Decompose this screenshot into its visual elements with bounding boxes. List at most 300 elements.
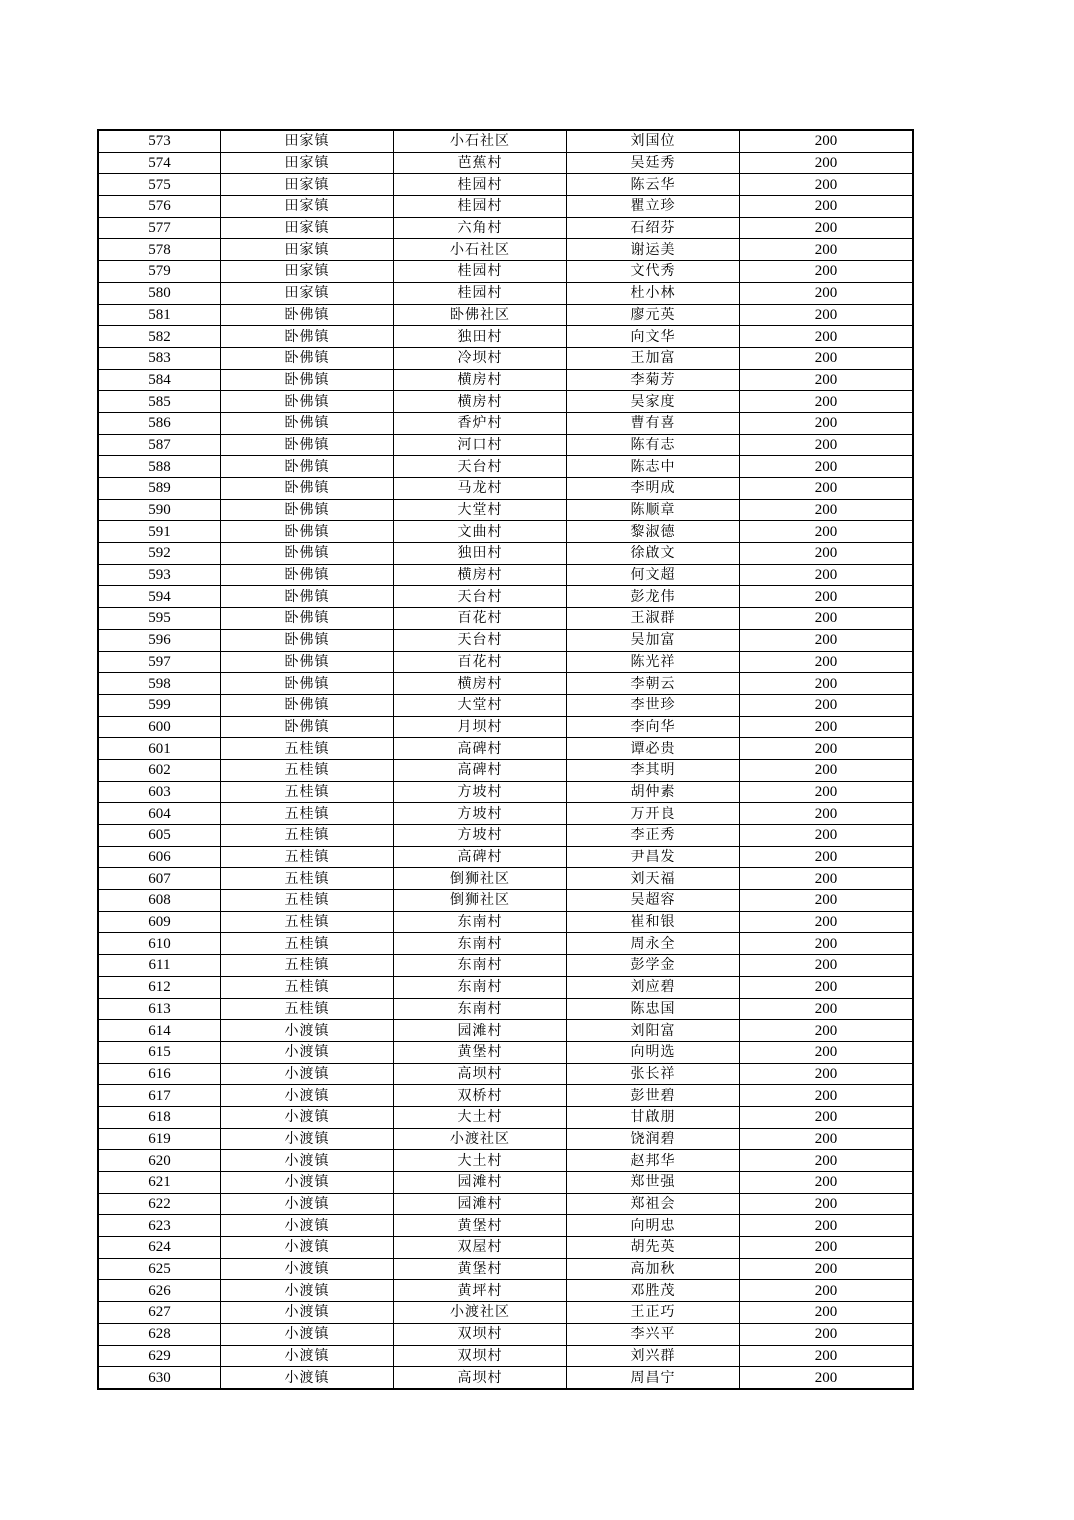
village-cell: 横房村 <box>394 369 567 391</box>
name-cell: 曹有喜 <box>567 412 740 434</box>
row-number-cell: 621 <box>98 1172 221 1194</box>
amount-cell: 200 <box>740 1172 914 1194</box>
town-cell: 卧佛镇 <box>221 347 394 369</box>
village-cell: 独田村 <box>394 543 567 565</box>
row-number-cell: 626 <box>98 1280 221 1302</box>
amount-cell: 200 <box>740 412 914 434</box>
amount-cell: 200 <box>740 543 914 565</box>
table-row <box>98 564 913 586</box>
village-cell: 大土村 <box>394 1150 567 1172</box>
town-cell: 卧佛镇 <box>221 326 394 348</box>
town-cell: 小渡镇 <box>221 1280 394 1302</box>
amount-cell: 200 <box>740 478 914 500</box>
village-cell: 桂园村 <box>394 261 567 283</box>
village-cell: 文曲村 <box>394 521 567 543</box>
village-cell: 东南村 <box>394 933 567 955</box>
name-cell: 邓胜茂 <box>567 1280 740 1302</box>
table-row <box>98 629 913 651</box>
row-number-cell: 619 <box>98 1128 221 1150</box>
town-cell: 田家镇 <box>221 261 394 283</box>
village-cell: 方坡村 <box>394 803 567 825</box>
name-cell: 郑祖会 <box>567 1193 740 1215</box>
village-cell: 香炉村 <box>394 412 567 434</box>
village-cell: 方坡村 <box>394 825 567 847</box>
table-row <box>98 369 913 391</box>
amount-cell: 200 <box>740 825 914 847</box>
name-cell: 向明忠 <box>567 1215 740 1237</box>
name-cell: 尹昌发 <box>567 846 740 868</box>
village-cell: 园滩村 <box>394 1193 567 1215</box>
amount-cell: 200 <box>740 1193 914 1215</box>
table-row <box>98 911 913 933</box>
table-row <box>98 196 913 218</box>
name-cell: 李其明 <box>567 759 740 781</box>
town-cell: 五桂镇 <box>221 803 394 825</box>
village-cell: 东南村 <box>394 976 567 998</box>
village-cell: 小石社区 <box>394 130 567 152</box>
amount-cell: 200 <box>740 933 914 955</box>
table-row <box>98 304 913 326</box>
name-cell: 刘兴群 <box>567 1345 740 1367</box>
table-row <box>98 1215 913 1237</box>
amount-cell: 200 <box>740 130 914 152</box>
row-number-cell: 604 <box>98 803 221 825</box>
amount-cell: 200 <box>740 1280 914 1302</box>
name-cell: 赵邦华 <box>567 1150 740 1172</box>
amount-cell: 200 <box>740 1020 914 1042</box>
row-number-cell: 592 <box>98 543 221 565</box>
name-cell: 谢运美 <box>567 239 740 261</box>
name-cell: 李世珍 <box>567 694 740 716</box>
amount-cell: 200 <box>740 564 914 586</box>
name-cell: 杜小林 <box>567 282 740 304</box>
name-cell: 陈云华 <box>567 174 740 196</box>
town-cell: 五桂镇 <box>221 998 394 1020</box>
town-cell: 田家镇 <box>221 196 394 218</box>
town-cell: 小渡镇 <box>221 1150 394 1172</box>
table-row <box>98 1345 913 1367</box>
table-row <box>98 434 913 456</box>
table-row <box>98 1367 913 1389</box>
name-cell: 李菊芳 <box>567 369 740 391</box>
town-cell: 小渡镇 <box>221 1345 394 1367</box>
table-row <box>98 391 913 413</box>
village-cell: 横房村 <box>394 391 567 413</box>
name-cell: 彭龙伟 <box>567 586 740 608</box>
village-cell: 东南村 <box>394 911 567 933</box>
town-cell: 卧佛镇 <box>221 629 394 651</box>
row-number-cell: 603 <box>98 781 221 803</box>
row-number-cell: 615 <box>98 1041 221 1063</box>
name-cell: 文代秀 <box>567 261 740 283</box>
village-cell: 大土村 <box>394 1106 567 1128</box>
row-number-cell: 607 <box>98 868 221 890</box>
row-number-cell: 622 <box>98 1193 221 1215</box>
row-number-cell: 583 <box>98 347 221 369</box>
table-row <box>98 1085 913 1107</box>
village-cell: 高坝村 <box>394 1367 567 1389</box>
village-cell: 高碑村 <box>394 759 567 781</box>
town-cell: 卧佛镇 <box>221 456 394 478</box>
town-cell: 五桂镇 <box>221 846 394 868</box>
amount-cell: 200 <box>740 673 914 695</box>
table-row <box>98 803 913 825</box>
table-row <box>98 716 913 738</box>
table-row <box>98 326 913 348</box>
amount-cell: 200 <box>740 282 914 304</box>
village-cell: 百花村 <box>394 651 567 673</box>
amount-cell: 200 <box>740 499 914 521</box>
town-cell: 小渡镇 <box>221 1041 394 1063</box>
row-number-cell: 620 <box>98 1150 221 1172</box>
table-row <box>98 998 913 1020</box>
row-number-cell: 628 <box>98 1323 221 1345</box>
village-cell: 园滩村 <box>394 1020 567 1042</box>
table-row <box>98 239 913 261</box>
village-cell: 高碑村 <box>394 846 567 868</box>
name-cell: 李正秀 <box>567 825 740 847</box>
name-cell: 徐啟文 <box>567 543 740 565</box>
amount-cell: 200 <box>740 1085 914 1107</box>
village-cell: 横房村 <box>394 673 567 695</box>
amount-cell: 200 <box>740 1041 914 1063</box>
table-row <box>98 781 913 803</box>
table-row <box>98 1063 913 1085</box>
amount-cell: 200 <box>740 217 914 239</box>
row-number-cell: 580 <box>98 282 221 304</box>
table-row <box>98 825 913 847</box>
table-row <box>98 499 913 521</box>
table-row <box>98 1020 913 1042</box>
village-cell: 桂园村 <box>394 174 567 196</box>
name-cell: 瞿立珍 <box>567 196 740 218</box>
town-cell: 小渡镇 <box>221 1258 394 1280</box>
row-number-cell: 605 <box>98 825 221 847</box>
town-cell: 卧佛镇 <box>221 586 394 608</box>
village-cell: 卧佛社区 <box>394 304 567 326</box>
town-cell: 田家镇 <box>221 217 394 239</box>
row-number-cell: 593 <box>98 564 221 586</box>
row-number-cell: 618 <box>98 1106 221 1128</box>
table-row <box>98 738 913 760</box>
row-number-cell: 576 <box>98 196 221 218</box>
amount-cell: 200 <box>740 1150 914 1172</box>
name-cell: 彭世碧 <box>567 1085 740 1107</box>
table-row <box>98 347 913 369</box>
row-number-cell: 614 <box>98 1020 221 1042</box>
row-number-cell: 585 <box>98 391 221 413</box>
table-row <box>98 521 913 543</box>
table-row <box>98 1193 913 1215</box>
row-number-cell: 588 <box>98 456 221 478</box>
row-number-cell: 577 <box>98 217 221 239</box>
amount-cell: 200 <box>740 998 914 1020</box>
amount-cell: 200 <box>740 347 914 369</box>
village-cell: 方坡村 <box>394 781 567 803</box>
table-row <box>98 673 913 695</box>
village-cell: 桂园村 <box>394 282 567 304</box>
row-number-cell: 612 <box>98 976 221 998</box>
amount-cell: 200 <box>740 846 914 868</box>
village-cell: 小渡社区 <box>394 1128 567 1150</box>
name-cell: 张长祥 <box>567 1063 740 1085</box>
amount-cell: 200 <box>740 1302 914 1324</box>
name-cell: 石绍芬 <box>567 217 740 239</box>
village-cell: 天台村 <box>394 586 567 608</box>
amount-cell: 200 <box>740 391 914 413</box>
row-number-cell: 581 <box>98 304 221 326</box>
name-cell: 刘阳富 <box>567 1020 740 1042</box>
village-cell: 大堂村 <box>394 694 567 716</box>
village-cell: 黄堡村 <box>394 1258 567 1280</box>
town-cell: 卧佛镇 <box>221 412 394 434</box>
amount-cell: 200 <box>740 868 914 890</box>
town-cell: 卧佛镇 <box>221 564 394 586</box>
row-number-cell: 594 <box>98 586 221 608</box>
name-cell: 饶润碧 <box>567 1128 740 1150</box>
village-cell: 桂园村 <box>394 196 567 218</box>
table-row <box>98 868 913 890</box>
town-cell: 小渡镇 <box>221 1215 394 1237</box>
town-cell: 卧佛镇 <box>221 716 394 738</box>
amount-cell: 200 <box>740 304 914 326</box>
row-number-cell: 579 <box>98 261 221 283</box>
table-row <box>98 608 913 630</box>
table-row <box>98 1172 913 1194</box>
town-cell: 卧佛镇 <box>221 694 394 716</box>
row-number-cell: 596 <box>98 629 221 651</box>
village-cell: 天台村 <box>394 456 567 478</box>
row-number-cell: 617 <box>98 1085 221 1107</box>
town-cell: 卧佛镇 <box>221 391 394 413</box>
town-cell: 田家镇 <box>221 282 394 304</box>
village-cell: 冷坝村 <box>394 347 567 369</box>
name-cell: 彭学金 <box>567 955 740 977</box>
name-cell: 李明成 <box>567 478 740 500</box>
town-cell: 田家镇 <box>221 239 394 261</box>
amount-cell: 200 <box>740 651 914 673</box>
table-row <box>98 586 913 608</box>
town-cell: 小渡镇 <box>221 1302 394 1324</box>
row-number-cell: 584 <box>98 369 221 391</box>
table-row <box>98 651 913 673</box>
amount-cell: 200 <box>740 803 914 825</box>
village-cell: 倒狮社区 <box>394 890 567 912</box>
name-cell: 吴廷秀 <box>567 152 740 174</box>
name-cell: 甘啟朋 <box>567 1106 740 1128</box>
row-number-cell: 582 <box>98 326 221 348</box>
amount-cell: 200 <box>740 629 914 651</box>
table-row <box>98 412 913 434</box>
name-cell: 王淑群 <box>567 608 740 630</box>
village-cell: 黄堡村 <box>394 1041 567 1063</box>
name-cell: 吴超容 <box>567 890 740 912</box>
name-cell: 刘应碧 <box>567 976 740 998</box>
row-number-cell: 613 <box>98 998 221 1020</box>
town-cell: 田家镇 <box>221 174 394 196</box>
name-cell: 谭必贵 <box>567 738 740 760</box>
row-number-cell: 575 <box>98 174 221 196</box>
name-cell: 李兴平 <box>567 1323 740 1345</box>
village-cell: 百花村 <box>394 608 567 630</box>
village-cell: 独田村 <box>394 326 567 348</box>
village-cell: 马龙村 <box>394 478 567 500</box>
table-row <box>98 1106 913 1128</box>
name-cell: 陈顺章 <box>567 499 740 521</box>
roster-table-body <box>98 130 913 1389</box>
town-cell: 卧佛镇 <box>221 304 394 326</box>
village-cell: 高碑村 <box>394 738 567 760</box>
table-row <box>98 846 913 868</box>
row-number-cell: 609 <box>98 911 221 933</box>
name-cell: 黎淑德 <box>567 521 740 543</box>
town-cell: 小渡镇 <box>221 1085 394 1107</box>
row-number-cell: 573 <box>98 130 221 152</box>
amount-cell: 200 <box>740 1215 914 1237</box>
roster-table <box>97 129 914 1390</box>
amount-cell: 200 <box>740 1106 914 1128</box>
name-cell: 郑世强 <box>567 1172 740 1194</box>
village-cell: 天台村 <box>394 629 567 651</box>
row-number-cell: 623 <box>98 1215 221 1237</box>
village-cell: 双屋村 <box>394 1237 567 1259</box>
amount-cell: 200 <box>740 890 914 912</box>
town-cell: 五桂镇 <box>221 868 394 890</box>
town-cell: 五桂镇 <box>221 825 394 847</box>
amount-cell: 200 <box>740 586 914 608</box>
amount-cell: 200 <box>740 1128 914 1150</box>
village-cell: 园滩村 <box>394 1172 567 1194</box>
name-cell: 王正巧 <box>567 1302 740 1324</box>
town-cell: 卧佛镇 <box>221 521 394 543</box>
name-cell: 廖元英 <box>567 304 740 326</box>
amount-cell: 200 <box>740 152 914 174</box>
town-cell: 卧佛镇 <box>221 369 394 391</box>
name-cell: 刘国位 <box>567 130 740 152</box>
village-cell: 河口村 <box>394 434 567 456</box>
town-cell: 卧佛镇 <box>221 543 394 565</box>
amount-cell: 200 <box>740 1367 914 1389</box>
village-cell: 东南村 <box>394 955 567 977</box>
row-number-cell: 624 <box>98 1237 221 1259</box>
village-cell: 双坝村 <box>394 1323 567 1345</box>
amount-cell: 200 <box>740 1323 914 1345</box>
row-number-cell: 630 <box>98 1367 221 1389</box>
row-number-cell: 595 <box>98 608 221 630</box>
village-cell: 黄坪村 <box>394 1280 567 1302</box>
row-number-cell: 610 <box>98 933 221 955</box>
row-number-cell: 616 <box>98 1063 221 1085</box>
village-cell: 月坝村 <box>394 716 567 738</box>
amount-cell: 200 <box>740 608 914 630</box>
name-cell: 胡仲素 <box>567 781 740 803</box>
town-cell: 小渡镇 <box>221 1237 394 1259</box>
table-row <box>98 890 913 912</box>
table-row <box>98 694 913 716</box>
table-row <box>98 152 913 174</box>
amount-cell: 200 <box>740 326 914 348</box>
amount-cell: 200 <box>740 521 914 543</box>
name-cell: 向文华 <box>567 326 740 348</box>
town-cell: 卧佛镇 <box>221 651 394 673</box>
table-row <box>98 261 913 283</box>
amount-cell: 200 <box>740 716 914 738</box>
table-row <box>98 1258 913 1280</box>
amount-cell: 200 <box>740 456 914 478</box>
table-row <box>98 282 913 304</box>
row-number-cell: 589 <box>98 478 221 500</box>
amount-cell: 200 <box>740 1063 914 1085</box>
town-cell: 小渡镇 <box>221 1063 394 1085</box>
town-cell: 小渡镇 <box>221 1323 394 1345</box>
village-cell: 芭蕉村 <box>394 152 567 174</box>
village-cell: 双桥村 <box>394 1085 567 1107</box>
town-cell: 五桂镇 <box>221 933 394 955</box>
name-cell: 崔和银 <box>567 911 740 933</box>
town-cell: 小渡镇 <box>221 1106 394 1128</box>
name-cell: 何文超 <box>567 564 740 586</box>
name-cell: 吴加富 <box>567 629 740 651</box>
table-row <box>98 1150 913 1172</box>
table-row <box>98 174 913 196</box>
table-row <box>98 543 913 565</box>
name-cell: 周昌宁 <box>567 1367 740 1389</box>
town-cell: 五桂镇 <box>221 911 394 933</box>
table-row <box>98 217 913 239</box>
table-row <box>98 478 913 500</box>
town-cell: 小渡镇 <box>221 1128 394 1150</box>
amount-cell: 200 <box>740 694 914 716</box>
town-cell: 卧佛镇 <box>221 434 394 456</box>
town-cell: 五桂镇 <box>221 890 394 912</box>
town-cell: 卧佛镇 <box>221 608 394 630</box>
town-cell: 田家镇 <box>221 130 394 152</box>
row-number-cell: 606 <box>98 846 221 868</box>
town-cell: 田家镇 <box>221 152 394 174</box>
name-cell: 陈志中 <box>567 456 740 478</box>
town-cell: 小渡镇 <box>221 1172 394 1194</box>
name-cell: 李朝云 <box>567 673 740 695</box>
table-row <box>98 1323 913 1345</box>
row-number-cell: 625 <box>98 1258 221 1280</box>
amount-cell: 200 <box>740 369 914 391</box>
table-row <box>98 759 913 781</box>
amount-cell: 200 <box>740 174 914 196</box>
amount-cell: 200 <box>740 759 914 781</box>
name-cell: 陈有志 <box>567 434 740 456</box>
village-cell: 大堂村 <box>394 499 567 521</box>
village-cell: 高坝村 <box>394 1063 567 1085</box>
amount-cell: 200 <box>740 1258 914 1280</box>
town-cell: 卧佛镇 <box>221 478 394 500</box>
table-row <box>98 955 913 977</box>
row-number-cell: 629 <box>98 1345 221 1367</box>
table-row <box>98 933 913 955</box>
name-cell: 陈光祥 <box>567 651 740 673</box>
name-cell: 高加秋 <box>567 1258 740 1280</box>
name-cell: 万开良 <box>567 803 740 825</box>
row-number-cell: 598 <box>98 673 221 695</box>
row-number-cell: 600 <box>98 716 221 738</box>
row-number-cell: 591 <box>98 521 221 543</box>
row-number-cell: 608 <box>98 890 221 912</box>
town-cell: 五桂镇 <box>221 955 394 977</box>
row-number-cell: 599 <box>98 694 221 716</box>
name-cell: 陈忠国 <box>567 998 740 1020</box>
name-cell: 周永全 <box>567 933 740 955</box>
row-number-cell: 590 <box>98 499 221 521</box>
table-row <box>98 456 913 478</box>
